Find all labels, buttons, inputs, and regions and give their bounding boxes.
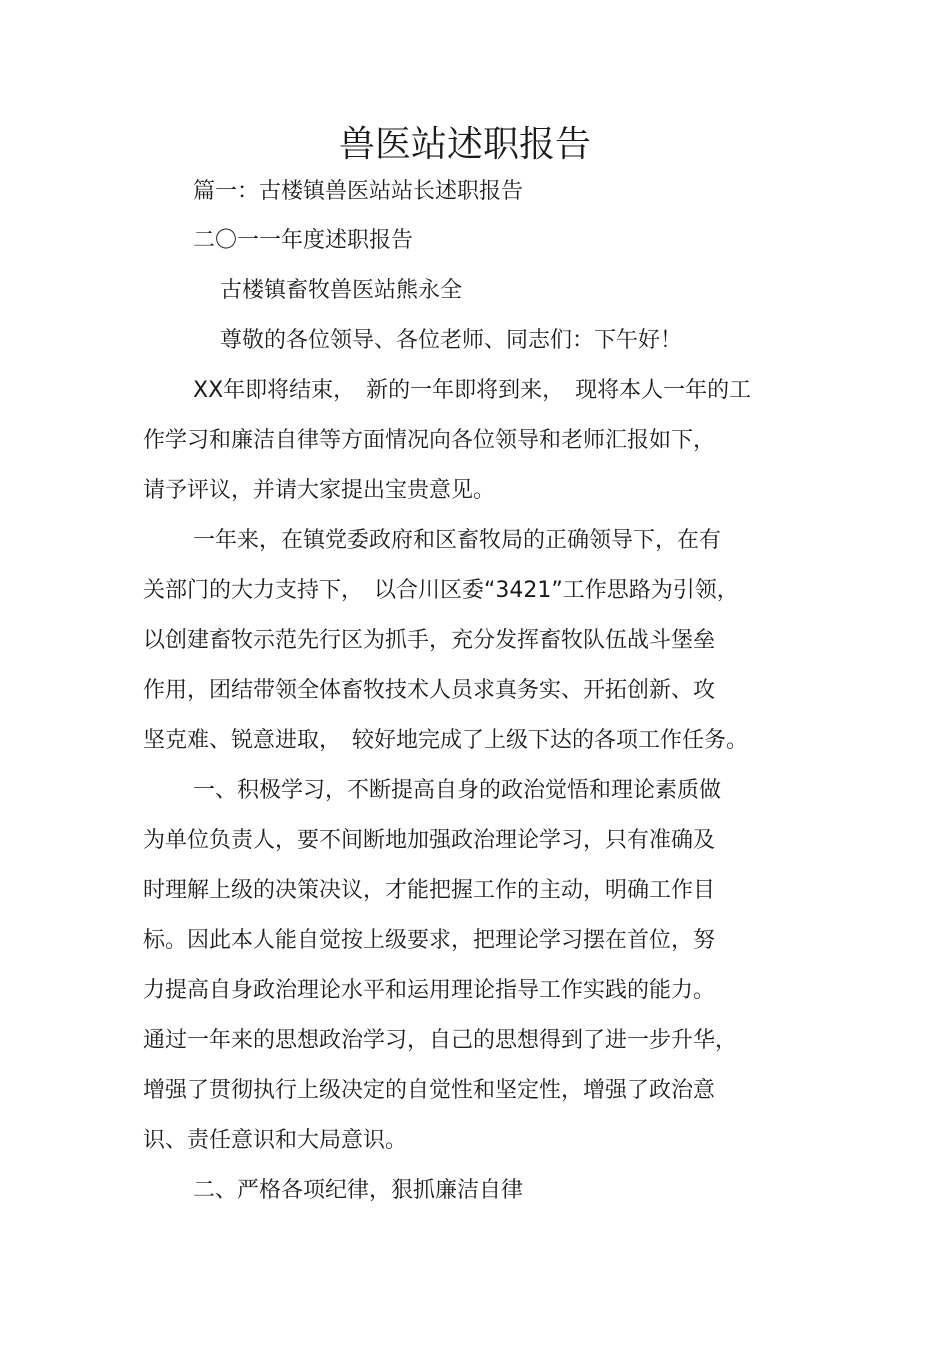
text-line: 古楼镇畜牧兽医站熊永全 <box>220 278 463 303</box>
text-line: 增强了贯彻执行上级决定的自觉性和坚定性，增强了政治意 <box>143 1078 716 1103</box>
text-line: 力提高自身政治理论水平和运用理论指导工作实践的能力。 <box>143 978 716 1003</box>
text-line: 作学习和廉洁自律等方面情况向各位领导和老师汇报如下， <box>143 428 716 453</box>
text-line: 一年来，在镇党委政府和区畜牧局的正确领导下，在有 <box>193 528 722 553</box>
document-title: 兽医站述职报告 <box>338 124 591 165</box>
text-line: 通过一年来的思想政治学习，自己的思想得到了进一步升华， <box>143 1028 738 1053</box>
text-line: 时理解上级的决策决议，才能把握工作的主动，明确工作目 <box>143 878 716 903</box>
text-line: 以创建畜牧示范先行区为抓手，充分发挥畜牧队伍战斗堡垒 <box>143 628 716 653</box>
text-line: 尊敬的各位领导、各位老师、同志们：下午好！ <box>220 328 683 353</box>
text-line: 一、积极学习，不断提高自身的政治觉悟和理论素质做 <box>193 778 722 803</box>
text-line: 二〇一一年度述职报告 <box>193 228 414 253</box>
text-line: XX年即将结束， 新的一年即将到来， 现将本人一年的工 <box>193 378 752 403</box>
text-line: 为单位负责人，要不间断地加强政治理论学习，只有准确及 <box>143 828 716 853</box>
text-line: 请予评议，并请大家提出宝贵意见。 <box>143 478 496 503</box>
text-line: 二、严格各项纪律，狠抓廉洁自律 <box>193 1178 524 1203</box>
text-line: 关部门的大力支持下， 以合川区委“3421”工作思路为引领， <box>143 578 739 603</box>
text-line: 作用，团结带领全体畜牧技术人员求真务实、开拓创新、攻 <box>143 678 716 703</box>
text-line: 识、责任意识和大局意识。 <box>143 1128 408 1153</box>
text-line: 坚克难、锐意进取， 较好地完成了上级下达的各项工作任务。 <box>143 728 749 753</box>
text-line: 标。因此本人能自觉按上级要求，把理论学习摆在首位，努 <box>143 928 716 953</box>
text-line: 篇一：古楼镇兽医站站长述职报告 <box>193 179 524 204</box>
